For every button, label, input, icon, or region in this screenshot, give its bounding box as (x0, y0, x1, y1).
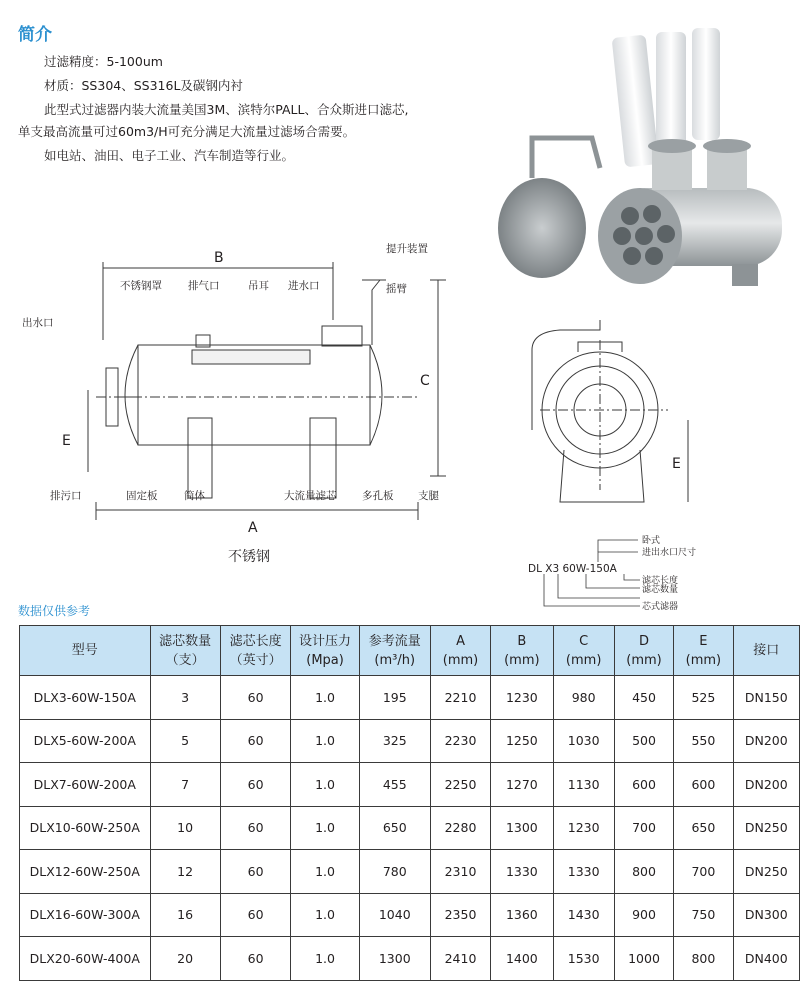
label-outlet: 出水口 (22, 317, 54, 329)
table-cell: 1250 (491, 719, 553, 763)
table-cell: 900 (614, 893, 673, 937)
table-cell: 1430 (553, 893, 614, 937)
table-cell: DLX12-60W-250A (20, 850, 151, 894)
column-header-title: C (579, 633, 589, 649)
legend-port-size: 进出水口尺寸 (642, 548, 697, 558)
column-header-title: 型号 (71, 643, 98, 658)
intro-flow: 单支最高流量可过60m3/H可充分满足大流量过滤场合需要。 (18, 124, 356, 139)
column-header (733, 626, 799, 676)
spec-table (19, 625, 800, 981)
table-row (20, 893, 800, 937)
legend-element-length: 滤芯长度 (642, 576, 679, 586)
table-cell: DN200 (733, 763, 799, 807)
table-cell: 60 (220, 893, 291, 937)
dimension-b-label: B (214, 250, 224, 266)
label-inlet: 进水口 (288, 280, 320, 292)
column-header-unit: (mm) (626, 652, 662, 668)
column-header (614, 626, 673, 676)
table-row (20, 719, 800, 763)
table-header-row (20, 626, 800, 676)
table-cell: 1.0 (291, 719, 359, 763)
table-cell: DLX5-60W-200A (20, 719, 151, 763)
column-header-title: 设计压力 (299, 633, 352, 649)
legend-filter-type: 芯式滤器 (642, 602, 679, 612)
table-cell: DN150 (733, 676, 799, 720)
dimension-a-label: A (248, 520, 258, 536)
table-cell: 1230 (491, 676, 553, 720)
table-cell: 780 (359, 850, 430, 894)
column-header (491, 626, 553, 676)
dimension-e-left-label: E (62, 433, 71, 449)
table-cell: DLX16-60W-300A (20, 893, 151, 937)
table-row (20, 937, 800, 981)
drawing-caption: 不锈钢 (228, 549, 270, 565)
table-cell: 2210 (430, 676, 490, 720)
table-cell: 60 (220, 937, 291, 981)
table-cell: 1330 (553, 850, 614, 894)
table-cell: 2310 (430, 850, 490, 894)
column-header (220, 626, 291, 676)
table-cell: 7 (150, 763, 220, 807)
table-cell: 1530 (553, 937, 614, 981)
column-header (150, 626, 220, 676)
column-header (430, 626, 490, 676)
table-row (20, 850, 800, 894)
table-cell: 325 (359, 719, 430, 763)
table-cell: 650 (674, 806, 733, 850)
table-cell: 3 (150, 676, 220, 720)
table-cell: 16 (150, 893, 220, 937)
table-cell: 700 (674, 850, 733, 894)
column-header (359, 626, 430, 676)
model-code: DL X3 60W-150A (528, 563, 617, 575)
table-cell: 1.0 (291, 676, 359, 720)
column-header-unit: （支） (165, 652, 205, 668)
column-header-title: E (699, 633, 708, 649)
intro-material: 材质：SS304、SS316L及碳钢内衬 (44, 78, 243, 93)
column-header (20, 626, 151, 676)
table-cell: DLX3-60W-150A (20, 676, 151, 720)
table-cell: 1270 (491, 763, 553, 807)
table-cell: 2230 (430, 719, 490, 763)
label-drain: 排污口 (50, 490, 82, 502)
column-header-unit: (Mpa) (306, 652, 344, 668)
legend-horizontal: 卧式 (642, 536, 661, 546)
intro-description: 此型式过滤器内装大流量美国3M、滨特尔PALL、合众斯进口滤芯, (44, 102, 409, 117)
table-cell: 1.0 (291, 893, 359, 937)
table-cell: 10 (150, 806, 220, 850)
table-cell: 525 (674, 676, 733, 720)
column-header (291, 626, 359, 676)
column-header (553, 626, 614, 676)
table-cell: DN250 (733, 806, 799, 850)
label-porous-plate: 多孔板 (362, 490, 394, 502)
table-cell: 800 (614, 850, 673, 894)
table-cell: 700 (614, 806, 673, 850)
column-header-unit: （英寸） (229, 652, 282, 668)
column-header-title: A (456, 633, 465, 649)
table-cell: 500 (614, 719, 673, 763)
table-cell: 2280 (430, 806, 490, 850)
table-cell: 1000 (614, 937, 673, 981)
column-header (674, 626, 733, 676)
table-cell: 1300 (359, 937, 430, 981)
column-header-title: 滤芯长度 (229, 633, 282, 649)
table-cell: DLX20-60W-400A (20, 937, 151, 981)
column-header-unit: (mm) (442, 652, 479, 668)
table-cell: DN200 (733, 719, 799, 763)
table-cell: 60 (220, 806, 291, 850)
table-cell: 600 (614, 763, 673, 807)
label-vent: 排气口 (188, 280, 220, 292)
column-header-title: B (517, 633, 527, 649)
table-cell: 2350 (430, 893, 490, 937)
table-cell: 60 (220, 676, 291, 720)
table-cell: 60 (220, 763, 291, 807)
table-cell: DLX7-60W-200A (20, 763, 151, 807)
label-shell: 筒体 (184, 490, 205, 502)
table-cell: 600 (674, 763, 733, 807)
page-title: 简介 (18, 25, 52, 45)
table-cell: 20 (150, 937, 220, 981)
table-cell: 450 (614, 676, 673, 720)
table-title: 数据仅供参考 (18, 604, 91, 618)
label-filter-element: 大流量滤芯 (284, 490, 337, 502)
label-fixed-plate: 固定板 (126, 490, 158, 502)
table-row (20, 763, 800, 807)
column-header-title: D (639, 633, 650, 649)
table-cell: 60 (220, 719, 291, 763)
intro-precision: 过滤精度：5-100um (44, 54, 163, 69)
table-cell: 2250 (430, 763, 490, 807)
table-cell: 1.0 (291, 763, 359, 807)
table-row (20, 676, 800, 720)
label-support-leg: 支腿 (418, 490, 439, 502)
table-body (20, 676, 800, 981)
technical-drawing (0, 240, 800, 540)
table-cell: 980 (553, 676, 614, 720)
table-cell: 2410 (430, 937, 490, 981)
table-cell: 550 (674, 719, 733, 763)
intro-industries: 如电站、油田、电子工业、汽车制造等行业。 (44, 148, 295, 163)
table-cell: DN250 (733, 850, 799, 894)
label-lifting-lug: 吊耳 (248, 280, 269, 292)
table-cell: 5 (150, 719, 220, 763)
table-cell: 1400 (491, 937, 553, 981)
table-cell: DN400 (733, 937, 799, 981)
table-cell: 1040 (359, 893, 430, 937)
table-cell: 1360 (491, 893, 553, 937)
column-header-title: 参考流量 (368, 633, 421, 649)
table-cell: 750 (674, 893, 733, 937)
table-cell: 800 (674, 937, 733, 981)
column-header-unit: (m³/h) (374, 652, 416, 668)
table-cell: 12 (150, 850, 220, 894)
dimension-e-right-label: E (672, 456, 681, 472)
table-cell: 650 (359, 806, 430, 850)
label-mesh-cover: 不锈钢罩 (120, 280, 162, 292)
table-cell: 455 (359, 763, 430, 807)
table-cell: DLX10-60W-250A (20, 806, 151, 850)
table-cell: 1230 (553, 806, 614, 850)
table-cell: 1330 (491, 850, 553, 894)
column-header-title: 接口 (753, 643, 780, 658)
table-cell: 1.0 (291, 806, 359, 850)
table-cell: 1300 (491, 806, 553, 850)
column-header-unit: (mm) (685, 652, 722, 668)
table-cell: 195 (359, 676, 430, 720)
label-arm: 摇臂 (386, 283, 407, 295)
model-code-legend (520, 526, 760, 612)
label-lift-device: 提升装置 (386, 243, 428, 255)
table-row (20, 806, 800, 850)
table-cell: 1.0 (291, 850, 359, 894)
column-header-unit: (mm) (504, 652, 540, 668)
column-header-title: 滤芯数量 (159, 633, 212, 649)
table-cell: 1.0 (291, 937, 359, 981)
dimension-c-label: C (420, 373, 430, 389)
table-cell: DN300 (733, 893, 799, 937)
table-cell: 1130 (553, 763, 614, 807)
column-header-unit: (mm) (565, 652, 602, 668)
table-cell: 60 (220, 850, 291, 894)
table-cell: 1030 (553, 719, 614, 763)
legend-element-count: 滤芯数量 (642, 585, 679, 595)
